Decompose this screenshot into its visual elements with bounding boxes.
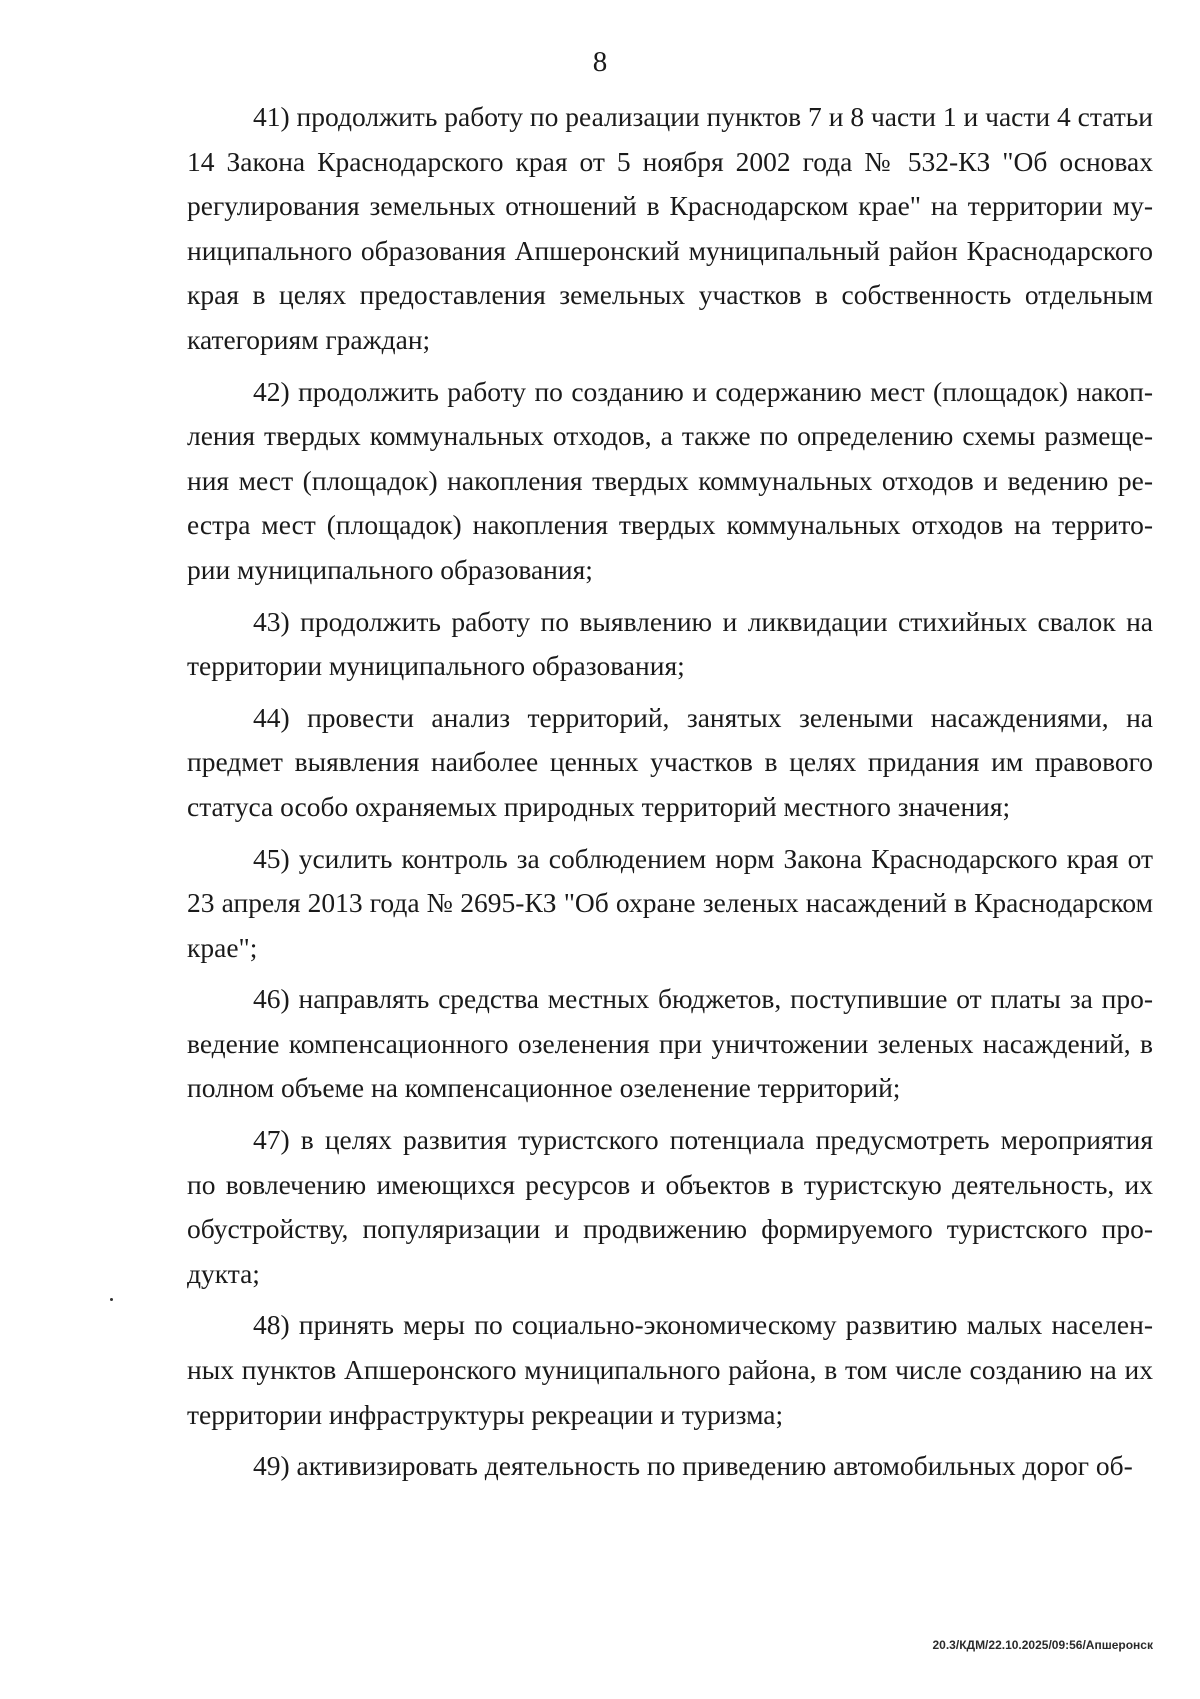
document-body: [187, 95, 1153, 1496]
paragraph-44: 44) провести анализ территорий, занятых зелеными насаждениями, на предмет выявления наиболее ценных участков в целях придания им правового статуса особо охраняемых природных территорий местного значения;: [187, 701, 1153, 822]
paragraph-41: 41) продолжить работу по реализации пунктов 7 и 8 части 1 и части 4 статьи 14 Закона Краснодарского края от 5 ноября 2002 года № 532-КЗ "Об основах регулирования земельных отношений в Краснодарском крае" на территории муниципального образования Апшеронский муниципальный район Краснодарского края в целях предоставления земельных участков в собственность отдельным категориям граждан;: [187, 101, 1153, 355]
paragraph-42: 42) продолжить работу по созданию и содержанию мест (площадок) накопления твердых коммунальных отходов, а также по определению схемы размещения мест (площадок) накопления твердых коммунальных отходов и ведению реестра мест (площадок) накопления твердых коммунальных отходов на территории муниципального образования;: [187, 375, 1153, 585]
paragraph-48: 48) принять меры по социально-экономическому развитию малых населенных пунктов Апшеронского муниципального района, в том числе созданию на их территории инфраструктуры рекреации и туризма;: [187, 1309, 1153, 1430]
paragraph-45: 45) усилить контроль за соблюдением норм Закона Краснодарского края от 23 апреля 2013 года № 2695-КЗ "Об охране зеленых насаждений в Краснодарском крае";: [187, 842, 1153, 963]
paragraph-49: 49) активизировать деятельность по приведению автомобильных дорог об-: [253, 1450, 1133, 1482]
page-number: 8: [592, 46, 608, 78]
paragraph-43: 43) продолжить работу по выявлению и ликвидации стихийных свалок на территории муниципального образования;: [187, 605, 1153, 682]
document-footer-code: 20.3/КДМ/22.10.2025/09:56/Апшеронск: [932, 1638, 1153, 1652]
paragraph-47: 47) в целях развития туристского потенциала предусмотреть мероприятия по вовлечению имеющихся ресурсов и объектов в туристскую деятельность, их обустройству, популяризации и продвижению формируемого туристского продукта;: [187, 1124, 1153, 1289]
paragraph-46: 46) направлять средства местных бюджетов, поступившие от платы за проведение компенсационного озеленения при уничтожении зеленых насаждений, в полном объеме на компенсационное озеленение территорий;: [187, 983, 1153, 1104]
scan-speck: [110, 1298, 113, 1301]
